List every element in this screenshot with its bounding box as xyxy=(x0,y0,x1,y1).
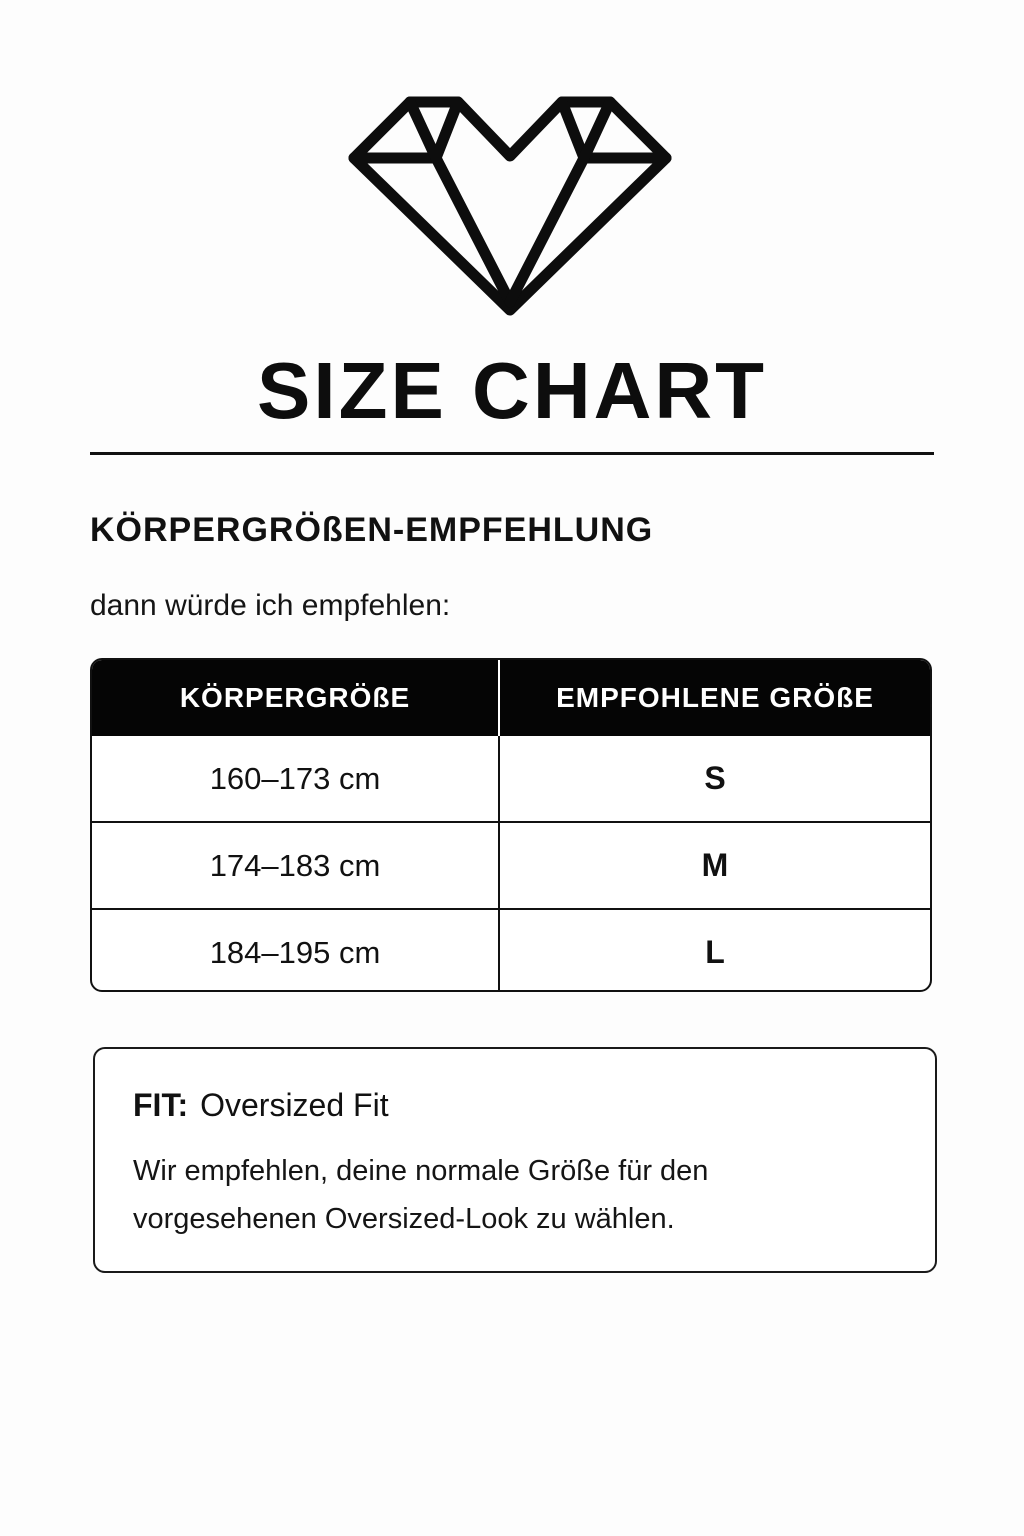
page-title: SIZE CHART xyxy=(257,346,767,435)
size-cell: S xyxy=(704,760,726,796)
table-row xyxy=(92,736,930,821)
fit-info-box xyxy=(93,1047,937,1273)
column-header-body-height: KÖRPERGRÖßE xyxy=(92,660,500,736)
height-cell: 160–173 cm xyxy=(92,736,500,821)
fit-value: Oversized Fit xyxy=(200,1087,389,1123)
column-header-recommended-size: EMPFOHLENE GRÖßE xyxy=(556,682,874,713)
table-row xyxy=(92,821,930,908)
size-cell: L xyxy=(705,934,725,970)
height-cell: 184–195 cm xyxy=(92,910,500,992)
table-body xyxy=(92,736,930,992)
height-cell: 174–183 cm xyxy=(92,823,500,908)
fit-description: Wir empfehlen, deine normale Größe für den vorgesehenen Oversized-Look zu wählen. xyxy=(133,1155,709,1235)
size-cell: M xyxy=(701,847,729,883)
title-divider xyxy=(90,452,934,455)
table-header xyxy=(92,660,930,736)
diamond-heart-icon xyxy=(346,96,674,318)
fit-label: FIT: xyxy=(133,1087,189,1123)
table-row xyxy=(92,908,930,992)
intro-text: dann würde ich empfehlen: xyxy=(90,589,451,622)
fit-line xyxy=(133,1085,389,1125)
section-heading: KÖRPERGRÖßEN-EMPFEHLUNG xyxy=(90,511,654,549)
size-table xyxy=(90,658,932,992)
